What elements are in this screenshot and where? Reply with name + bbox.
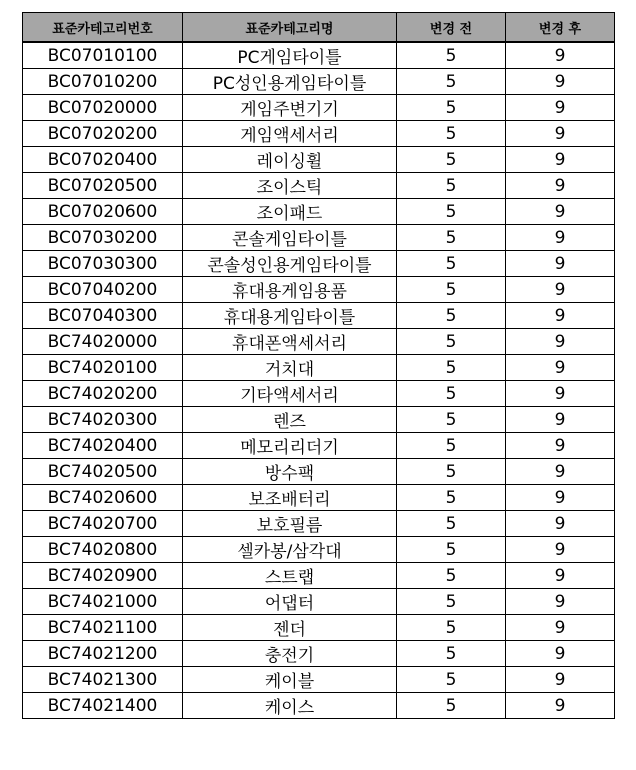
table-row [23, 355, 615, 381]
cell-after-value: 9 [506, 563, 615, 589]
table-row [23, 641, 615, 667]
cell-after-value: 9 [506, 433, 615, 459]
cell-category-name: PC성인용게임타이틀 [183, 69, 397, 95]
cell-category-name: 휴대용게임타이틀 [183, 303, 397, 329]
cell-category-code: BC74021400 [23, 693, 183, 719]
cell-category-name: 보조배터리 [183, 485, 397, 511]
cell-category-code: BC74020200 [23, 381, 183, 407]
cell-category-code: BC07010100 [23, 42, 183, 69]
cell-before-value: 5 [397, 693, 506, 719]
cell-category-name: 보호필름 [183, 511, 397, 537]
category-change-table [22, 12, 615, 719]
header-category-name: 표준카테고리명 [183, 13, 397, 43]
cell-after-value: 9 [506, 381, 615, 407]
cell-before-value: 5 [397, 303, 506, 329]
table-row [23, 147, 615, 173]
cell-category-name: 콘솔성인용게임타이틀 [183, 251, 397, 277]
cell-before-value: 5 [397, 42, 506, 69]
cell-before-value: 5 [397, 641, 506, 667]
cell-category-code: BC07030300 [23, 251, 183, 277]
table-row [23, 277, 615, 303]
header-row [23, 13, 615, 43]
table-row [23, 95, 615, 121]
category-change-table-container [22, 12, 614, 719]
cell-before-value: 5 [397, 563, 506, 589]
cell-category-code: BC07040200 [23, 277, 183, 303]
table-row [23, 303, 615, 329]
cell-category-name: 레이싱휠 [183, 147, 397, 173]
cell-before-value: 5 [397, 251, 506, 277]
cell-before-value: 5 [397, 407, 506, 433]
cell-category-code: BC74021300 [23, 667, 183, 693]
cell-before-value: 5 [397, 615, 506, 641]
table-row [23, 381, 615, 407]
table-row [23, 199, 615, 225]
cell-category-name: 휴대폰액세서리 [183, 329, 397, 355]
cell-category-code: BC74020500 [23, 459, 183, 485]
table-row [23, 589, 615, 615]
table-row [23, 329, 615, 355]
table-row [23, 433, 615, 459]
table-row [23, 225, 615, 251]
cell-before-value: 5 [397, 537, 506, 563]
cell-category-name: 거치대 [183, 355, 397, 381]
table-row [23, 407, 615, 433]
cell-category-code: BC74020100 [23, 355, 183, 381]
cell-after-value: 9 [506, 251, 615, 277]
table-row [23, 485, 615, 511]
cell-before-value: 5 [397, 589, 506, 615]
cell-category-name: 메모리리더기 [183, 433, 397, 459]
cell-before-value: 5 [397, 485, 506, 511]
cell-category-code: BC74020700 [23, 511, 183, 537]
cell-category-code: BC07020000 [23, 95, 183, 121]
header-category-code: 표준카테고리번호 [23, 13, 183, 43]
cell-before-value: 5 [397, 225, 506, 251]
cell-category-code: BC74020000 [23, 329, 183, 355]
cell-after-value: 9 [506, 511, 615, 537]
cell-before-value: 5 [397, 69, 506, 95]
cell-category-code: BC74021000 [23, 589, 183, 615]
cell-after-value: 9 [506, 95, 615, 121]
cell-category-code: BC74021100 [23, 615, 183, 641]
cell-after-value: 9 [506, 459, 615, 485]
cell-after-value: 9 [506, 641, 615, 667]
cell-before-value: 5 [397, 459, 506, 485]
cell-before-value: 5 [397, 433, 506, 459]
cell-category-name: 젠더 [183, 615, 397, 641]
cell-after-value: 9 [506, 303, 615, 329]
cell-after-value: 9 [506, 615, 615, 641]
cell-category-code: BC07020500 [23, 173, 183, 199]
cell-after-value: 9 [506, 667, 615, 693]
table-row [23, 693, 615, 719]
table-row [23, 459, 615, 485]
cell-category-name: 충전기 [183, 641, 397, 667]
cell-after-value: 9 [506, 329, 615, 355]
cell-before-value: 5 [397, 511, 506, 537]
cell-after-value: 9 [506, 121, 615, 147]
cell-before-value: 5 [397, 147, 506, 173]
cell-before-value: 5 [397, 199, 506, 225]
cell-category-code: BC07030200 [23, 225, 183, 251]
cell-after-value: 9 [506, 537, 615, 563]
table-row [23, 615, 615, 641]
cell-category-name: 기타액세서리 [183, 381, 397, 407]
cell-category-name: 게임액세서리 [183, 121, 397, 147]
table-row [23, 511, 615, 537]
cell-category-code: BC74021200 [23, 641, 183, 667]
table-row [23, 251, 615, 277]
table-row [23, 42, 615, 69]
cell-category-code: BC74020800 [23, 537, 183, 563]
cell-category-name: 콘솔게임타이틀 [183, 225, 397, 251]
cell-before-value: 5 [397, 277, 506, 303]
table-row [23, 563, 615, 589]
cell-before-value: 5 [397, 329, 506, 355]
cell-category-name: 어댑터 [183, 589, 397, 615]
cell-after-value: 9 [506, 199, 615, 225]
table-row [23, 69, 615, 95]
cell-category-name: 조이패드 [183, 199, 397, 225]
table-row [23, 121, 615, 147]
header-before-change: 변경 전 [397, 13, 506, 43]
cell-category-name: 케이블 [183, 667, 397, 693]
cell-category-code: BC07020400 [23, 147, 183, 173]
cell-category-name: 케이스 [183, 693, 397, 719]
cell-after-value: 9 [506, 69, 615, 95]
cell-before-value: 5 [397, 667, 506, 693]
cell-before-value: 5 [397, 381, 506, 407]
cell-after-value: 9 [506, 173, 615, 199]
cell-before-value: 5 [397, 355, 506, 381]
header-after-change: 변경 후 [506, 13, 615, 43]
cell-category-code: BC74020300 [23, 407, 183, 433]
cell-category-name: 휴대용게임용품 [183, 277, 397, 303]
table-row [23, 173, 615, 199]
cell-category-name: PC게임타이틀 [183, 42, 397, 69]
cell-category-name: 조이스틱 [183, 173, 397, 199]
cell-after-value: 9 [506, 277, 615, 303]
cell-category-name: 셀카봉/삼각대 [183, 537, 397, 563]
cell-category-name: 게임주변기기 [183, 95, 397, 121]
cell-after-value: 9 [506, 42, 615, 69]
cell-category-code: BC74020400 [23, 433, 183, 459]
cell-category-code: BC07020200 [23, 121, 183, 147]
cell-before-value: 5 [397, 173, 506, 199]
cell-category-name: 렌즈 [183, 407, 397, 433]
cell-category-code: BC74020600 [23, 485, 183, 511]
cell-category-name: 스트랩 [183, 563, 397, 589]
cell-after-value: 9 [506, 485, 615, 511]
cell-after-value: 9 [506, 589, 615, 615]
table-row [23, 537, 615, 563]
cell-after-value: 9 [506, 693, 615, 719]
cell-after-value: 9 [506, 225, 615, 251]
table-body [23, 42, 615, 719]
cell-before-value: 5 [397, 121, 506, 147]
cell-category-code: BC07010200 [23, 69, 183, 95]
cell-category-name: 방수팩 [183, 459, 397, 485]
cell-category-code: BC74020900 [23, 563, 183, 589]
cell-after-value: 9 [506, 407, 615, 433]
cell-category-code: BC07020600 [23, 199, 183, 225]
cell-category-code: BC07040300 [23, 303, 183, 329]
cell-after-value: 9 [506, 147, 615, 173]
cell-before-value: 5 [397, 95, 506, 121]
cell-after-value: 9 [506, 355, 615, 381]
table-header [23, 13, 615, 43]
table-row [23, 667, 615, 693]
